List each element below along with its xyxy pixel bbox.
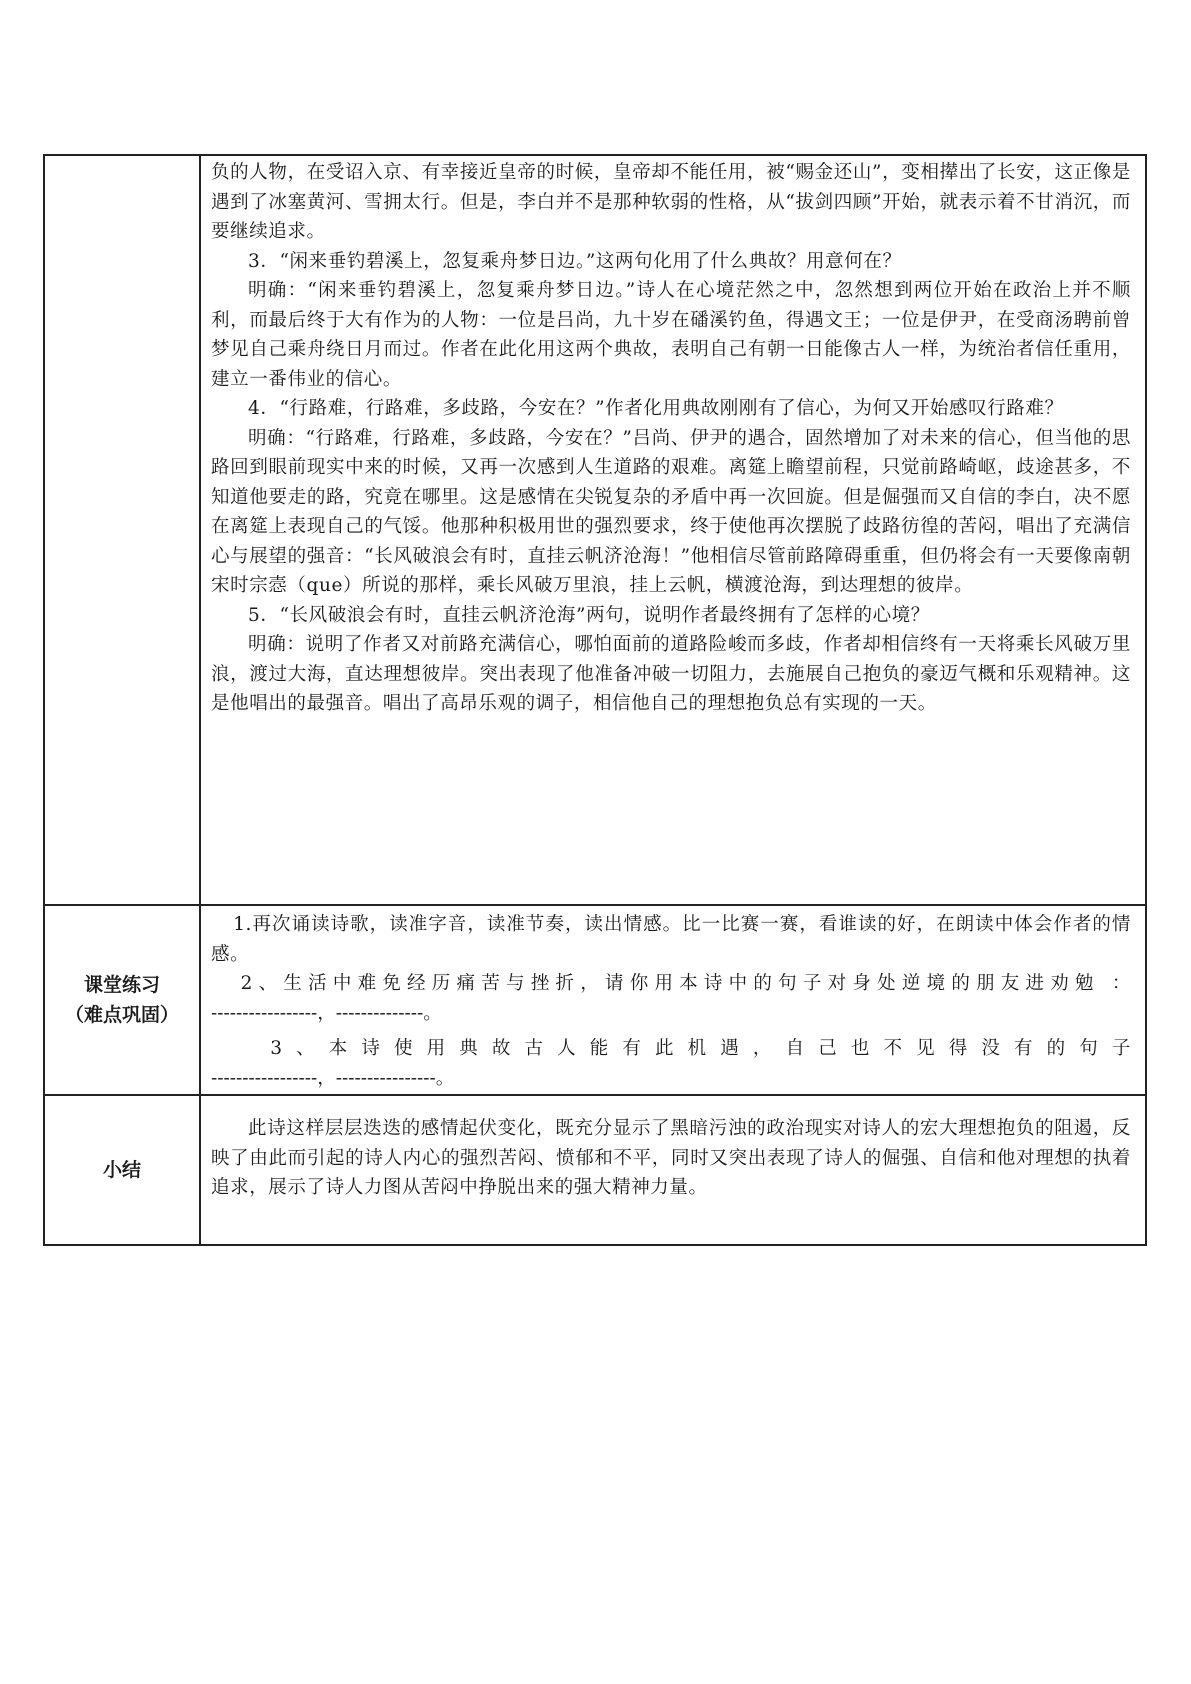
answer-3: 明确：“闲来垂钓碧溪上，忽复乘舟梦日边。”诗人在心境茫然之中，忽然想到两位开始在政治上并不顺利，而最后终于大有作为的人物：一位是吕尚，九十岁在磻溪钓鱼，得遇文王；一位是伊尹，在受商汤聘前曾梦见自己乘舟绕日月而过。作者在此化用这两个典故，表明自己有朝一日能像古人一样，为统治者信任重用，建立一番伟业的信心。 [211, 280, 1131, 390]
practice-item-2: 2、生活中难免经历痛苦与挫折，请你用本诗中的句子对身处逆境的朋友进劝勉 ： [240, 973, 1131, 994]
summary-label: 小结 [102, 1159, 141, 1181]
summary-label-cell [44, 1095, 200, 1245]
question-4: 4．“行路难，行路难，多歧路，今安在？”作者化用典故刚刚有了信心，为何又开始感叹行路难？ [248, 398, 1064, 419]
lesson-plan-table [43, 154, 1147, 1246]
practice-label: 课堂练习 [83, 974, 160, 996]
paragraph: 负的人物，在受诏入京、有幸接近皇帝的时候，皇帝却不能任用，被“赐金还山”，变相撵出了长安，这正像是遇到了冰塞黄河、雪拥太行。但是，李白并不是那种软弱的性格，从“拔剑四顾”开始，就表示着不甘消沉，而要继续追求。 [211, 162, 1131, 242]
question-5: 5．“长风破浪会有时，直挂云帆济沧海”两句，说明作者最终拥有了怎样的心境？ [248, 604, 930, 626]
analysis-content-cell [200, 155, 1146, 905]
answer-4: 明确：“行路难，行路难，多歧路，今安在？”吕尚、伊尹的遇合，固然增加了对未来的信心，但当他的思路回到眼前现实中来的时候，又再一次感到人生道路的艰难。离筵上瞻望前程，只觉前路崎岖，歧途甚多，不知道他要走的路，究竟在哪里。这是感情在尖锐复杂的矛盾中再一次回旋。但是倔强而又自信的李白，决不愿在离筵上表现自己的气馁。他那种积极用世的强烈要求，终于使他再次摆脱了歧路彷徨的苦闷，唱出了充满信心与展望的强音：“长风破浪会有时，直挂云帆济沧海！”他相信尽管前路障碍重重，但仍将会有一天要像南朝宋时宗悫（que）所说的那样，乘长风破万里浪，挂上云帆，横渡沧海，到达理想的彼岸。 [211, 427, 1131, 596]
question-3: 3．“闲来垂钓碧溪上，忽复乘舟梦日边。”这两句化用了什么典故？用意何在？ [248, 250, 902, 272]
practice-label-cell [44, 905, 200, 1095]
summary-row [44, 1095, 1146, 1245]
answer-5: 明确：说明了作者又对前路充满信心，哪怕面前的道路险峻而多歧，作者却相信终有一天将乘长风破万里浪，渡过大海，直达理想彼岸。突出表现了他准备冲破一切阻力，去施展自己抱负的豪迈气概和乐观精神。这是他唱出的最强音。唱出了高昂乐观的调子，相信他自己的理想抱负总有实现的一天。 [211, 634, 1131, 714]
summary-content-cell [200, 1095, 1146, 1245]
practice-item-3: 3、本诗使用典故古人能有此机遇，自己也不见得没有的句子 [270, 1038, 1131, 1059]
analysis-row [44, 155, 1146, 905]
analysis-label-cell [44, 155, 200, 905]
practice-item-3-blank: -----------------，----------------。 [211, 1067, 455, 1089]
practice-sublabel: （难点巩固） [64, 1004, 179, 1026]
practice-row [44, 905, 1146, 1095]
summary-text: 此诗这样层层迭迭的感情起伏变化，既充分显示了黑暗污浊的政治现实对诗人的宏大理想抱负的阻遏，反映了由此而引起的诗人内心的强烈苦闷、愤郁和不平，同时又突出表现了诗人的倔强、自信和他对理想的执着追求，展示了诗人力图从苦闷中挣脱出来的强大精神力量。 [211, 1118, 1131, 1198]
practice-item-1: 1.再次诵读诗歌，读准字音，读准节奏，读出情感。比一比赛一赛，看谁读的好，在朗读中体会作者的情感。 [211, 914, 1131, 965]
practice-item-2-blank: -----------------，--------------。 [211, 1002, 442, 1024]
practice-content-cell [200, 905, 1146, 1095]
